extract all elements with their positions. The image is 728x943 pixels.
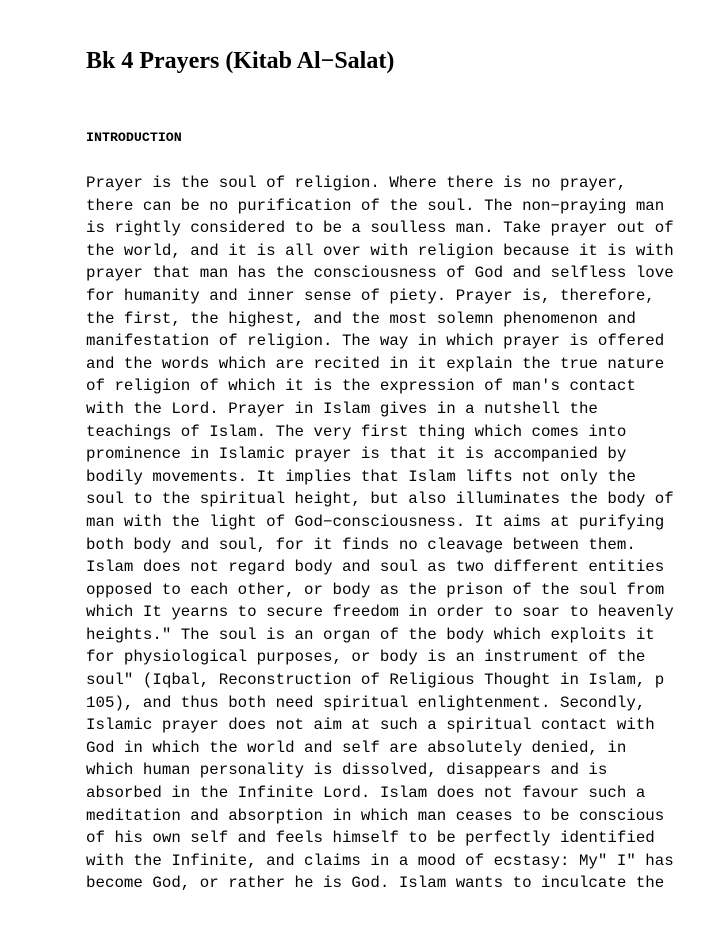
text-line: for humanity and inner sense of piety. Prayer is, therefore, bbox=[86, 286, 655, 305]
text-line: of religion of which it is the expression of man's contact bbox=[86, 377, 636, 396]
text-line: for physiological purposes, or body is an instrument of the bbox=[86, 648, 646, 667]
document-title: Bk 4 Prayers (Kitab Al−Salat) bbox=[86, 48, 395, 74]
text-line: teachings of Islam. The very first thing which comes into bbox=[86, 422, 627, 441]
text-line: absorbed in the Infinite Lord. Islam does not favour such a bbox=[86, 784, 646, 803]
text-line: bodily movements. It implies that Islam lifts not only the bbox=[86, 467, 636, 486]
text-line: opposed to each other, or body as the prison of the soul from bbox=[86, 580, 665, 599]
body-paragraph bbox=[86, 172, 674, 895]
text-line: prayer that man has the consciousness of God and selfless love bbox=[86, 264, 674, 283]
text-line: Islamic prayer does not aim at such a spiritual contact with bbox=[86, 716, 655, 735]
text-line: soul to the spiritual height, but also illuminates the body of bbox=[86, 490, 674, 509]
section-heading: INTRODUCTION bbox=[86, 130, 182, 145]
text-line: and the words which are recited in it explain the true nature bbox=[86, 354, 665, 373]
text-line: soul" (Iqbal, Reconstruction of Religious Thought in Islam, p bbox=[86, 671, 665, 690]
text-line: with the Infinite, and claims in a mood of ecstasy: My" I" has bbox=[86, 851, 674, 870]
text-line: God in which the world and self are absolutely denied, in bbox=[86, 738, 627, 757]
text-line: which human personality is dissolved, disappears and is bbox=[86, 761, 608, 780]
text-line: man with the light of God−consciousness. It aims at purifying bbox=[86, 512, 665, 531]
text-line: the world, and it is all over with religion because it is with bbox=[86, 241, 674, 260]
text-line: Prayer is the soul of religion. Where there is no prayer, bbox=[86, 174, 627, 192]
text-line: meditation and absorption in which man ceases to be conscious bbox=[86, 806, 665, 825]
text-line: become God, or rather he is God. Islam wants to inculcate the bbox=[86, 874, 665, 893]
text-line: 105), and thus both need spiritual enlightenment. Secondly, bbox=[86, 693, 646, 712]
text-line: of his own self and feels himself to be perfectly identified bbox=[86, 829, 655, 848]
text-line: with the Lord. Prayer in Islam gives in a nutshell the bbox=[86, 399, 598, 418]
text-line: manifestation of religion. The way in which prayer is offered bbox=[86, 332, 665, 351]
text-line: the first, the highest, and the most solemn phenomenon and bbox=[86, 309, 636, 328]
text-line: heights." The soul is an organ of the body which exploits it bbox=[86, 625, 655, 644]
text-line: prominence in Islamic prayer is that it is accompanied by bbox=[86, 445, 627, 464]
text-line: both body and soul, for it finds no cleavage between them. bbox=[86, 535, 636, 554]
text-line: Islam does not regard body and soul as two different entities bbox=[86, 558, 665, 577]
text-line: which It yearns to secure freedom in order to soar to heavenly bbox=[86, 603, 674, 622]
text-line: is rightly considered to be a soulless man. Take prayer out of bbox=[86, 219, 674, 238]
text-line: there can be no purification of the soul. The non−praying man bbox=[86, 196, 665, 215]
